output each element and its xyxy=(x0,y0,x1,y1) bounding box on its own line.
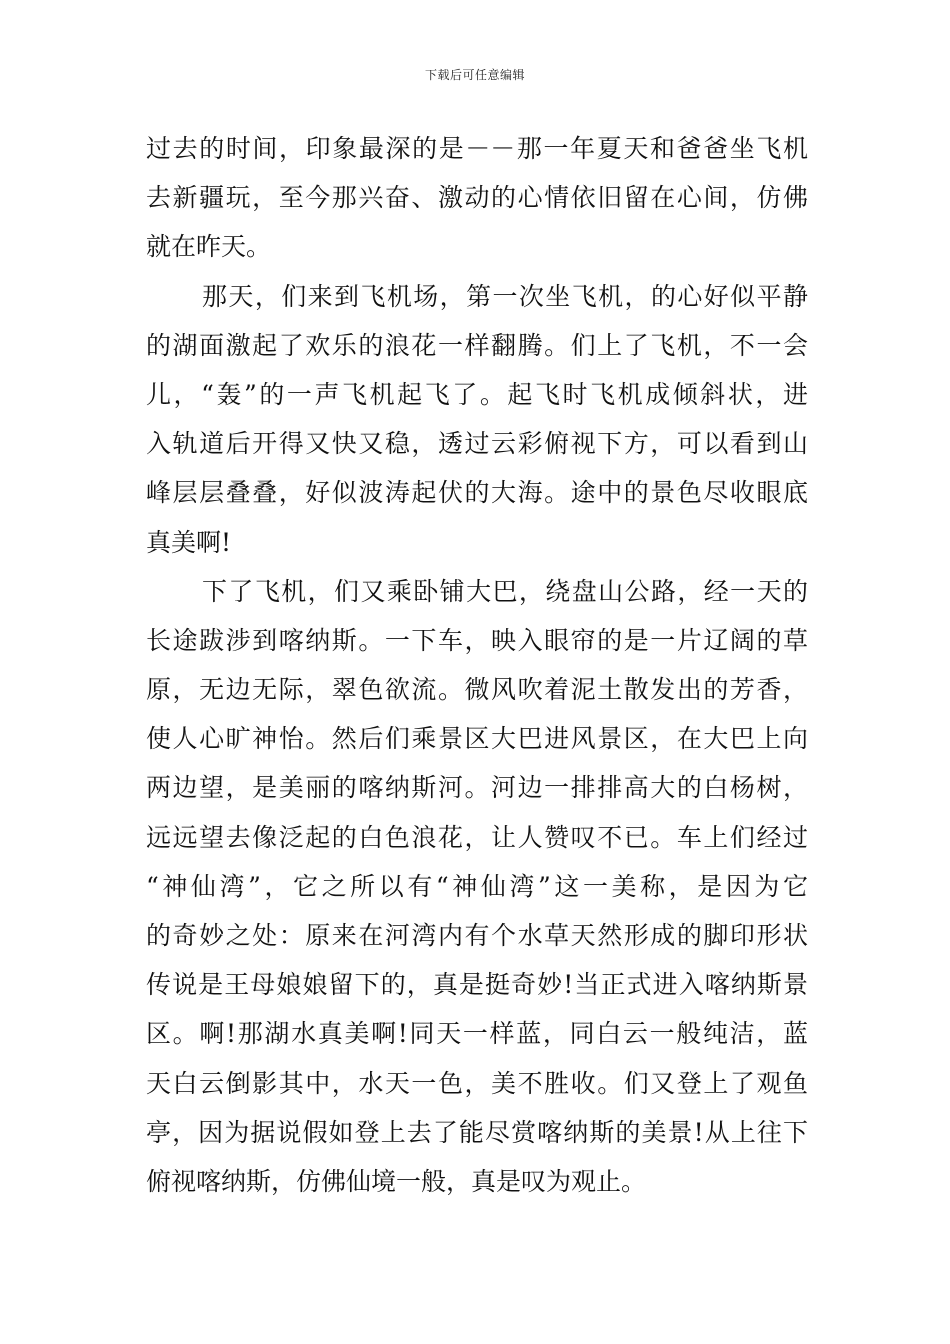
text-line-16: 的奇妙之处：原来在河湾内有个水草天然形成的脚印形状 xyxy=(146,921,808,950)
text-line-7: 峰层层叠叠，好似波涛起伏的大海。途中的景色尽收眼底 xyxy=(146,478,808,508)
text-line-18: 区。啊!那湖水真美啊!同天一样蓝，同白云一般纯洁，蓝 xyxy=(146,1019,808,1049)
text-line-6: 入轨道后开得又快又稳，透过云彩俯视下方，可以看到山 xyxy=(146,429,808,459)
text-line-11: 原，无边无际，翠色欲流。微风吹着泥土散发出的芳香， xyxy=(146,675,808,705)
text-line-21: 俯视喀纳斯，仿佛仙境一般，真是叹为观止。 xyxy=(146,1166,647,1196)
text-line-0: 过去的时间，印象最深的是－－那一年夏天和爸爸坐飞机 xyxy=(146,134,808,163)
text-line-10: 长途跋涉到喀纳斯。一下车，映入眼帘的是一片辽阔的草 xyxy=(146,625,808,655)
text-line-9: 下了飞机，们又乘卧铺大巴，绕盘山公路，经一天的 xyxy=(202,576,808,606)
text-line-15: “神仙湾”，它之所以有“神仙湾”这一美称，是因为它 xyxy=(146,871,808,901)
article-body xyxy=(146,124,808,1206)
text-line-12: 使人心旷神怡。然后们乘景区大巴进风景区，在大巴上向 xyxy=(146,724,808,754)
text-line-17: 传说是王母娘娘留下的，真是挺奇妙!当正式进入喀纳斯景 xyxy=(146,970,808,1000)
text-line-3: 那天，们来到飞机场，第一次坐飞机，的心好似平静 xyxy=(202,281,808,311)
text-line-19: 天白云倒影其中，水天一色，美不胜收。们又登上了观鱼 xyxy=(146,1068,808,1098)
text-line-8: 真美啊! xyxy=(146,527,232,557)
page-header: 下载后可任意编辑 xyxy=(424,68,525,82)
text-line-2: 就在昨天。 xyxy=(146,232,272,262)
text-line-1: 去新疆玩，至今那兴奋、激动的心情依旧留在心间，仿佛 xyxy=(146,183,808,213)
text-line-4: 的湖面激起了欢乐的浪花一样翻腾。们上了飞机，不一会 xyxy=(146,330,808,360)
text-line-5: 儿，“轰”的一声飞机起飞了。起飞时飞机成倾斜状，进 xyxy=(146,379,808,409)
text-line-20: 亭，因为据说假如登上去了能尽赏喀纳斯的美景!从上往下 xyxy=(146,1117,808,1147)
text-line-14: 远远望去像泛起的白色浪花，让人赞叹不已。车上们经过 xyxy=(146,822,808,852)
text-line-13: 两边望，是美丽的喀纳斯河。河边一排排高大的白杨树， xyxy=(146,773,808,803)
